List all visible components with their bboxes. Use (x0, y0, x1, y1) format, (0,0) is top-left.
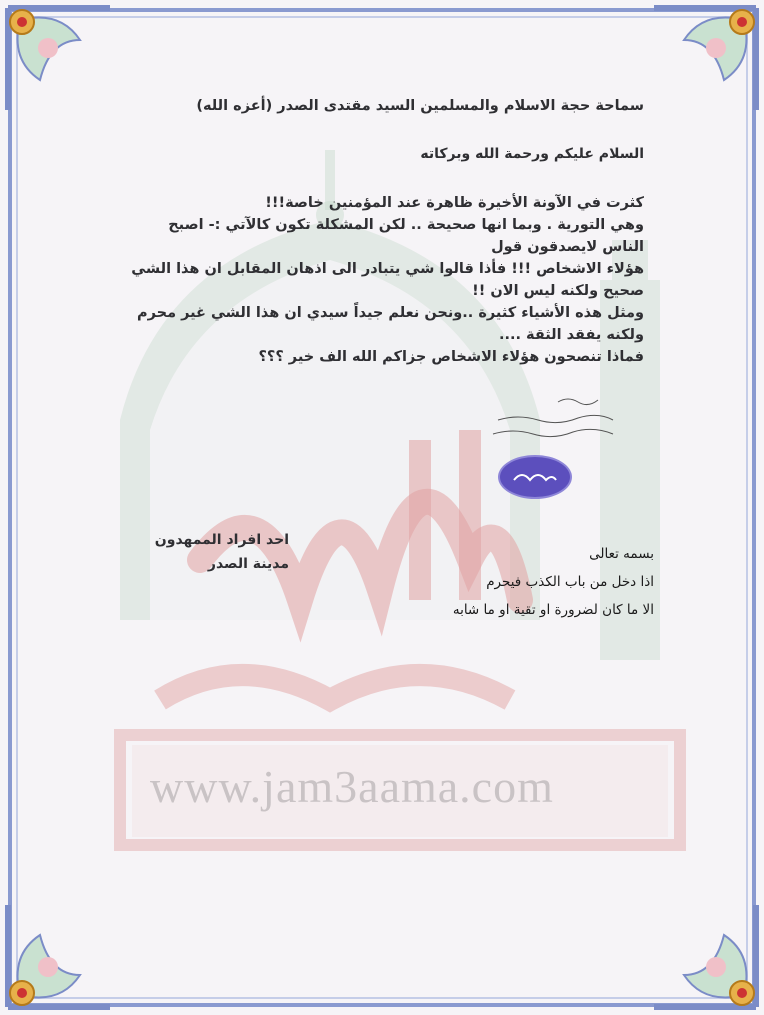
watermark-url: www.jam3aama.com (150, 761, 554, 812)
letter-salutation: سماحة حجة الاسلام والمسلمين السيد مقتدى الصدر (أعزه الله) (196, 98, 644, 114)
letter-body-line: ومثل هذه الأشياء كثيرة ..ونحن نعلم جيداً سيدي ان هذا الشي غير محرم (136, 305, 644, 321)
handwritten-note (488, 390, 618, 450)
letter-body-line: صحيح ولكنه ليس الان !! (472, 283, 644, 299)
letter-body-line: الناس لايصدقون قول (491, 239, 644, 255)
reply-header: بسمه تعالى (589, 546, 654, 562)
reply-line: اذا دخل من باب الكذب فيحرم (486, 574, 654, 590)
corner-ornament-icon (644, 895, 764, 1015)
page-inner-border (16, 16, 748, 999)
sender-city: مدينة الصدر (207, 556, 289, 572)
sender-block (155, 528, 289, 576)
corner-ornament-icon (0, 895, 120, 1015)
reply-block (354, 540, 654, 624)
seal-stamp (498, 455, 572, 499)
letter-body-line: هؤلاء الاشخاص !!! فأذا قالوا شي يتبادر الى اذهان المقابل ان هذا الشي (131, 261, 644, 277)
letter-greeting: السلام عليكم ورحمة الله وبركاته (420, 146, 644, 162)
letter-body-line: وهي التورية . وبما انها صحيحة .. لكن المشكلة تكون كالآتي :- اصبح (168, 217, 644, 233)
letter-body-line: ولكنه يفقد الثقة .... (498, 327, 644, 343)
reply-line: الا ما كان لضرورة او تقية او ما شابه (452, 602, 654, 618)
corner-ornament-icon (0, 0, 120, 120)
sender-name: احد افراد الممهدون (154, 532, 289, 548)
letter-body (124, 192, 644, 368)
letter-body-line: كثرت في الآونة الأخيرة ظاهرة عند المؤمنين خاصة!!! (265, 195, 644, 211)
corner-ornament-icon (644, 0, 764, 120)
letter-body-line: فماذا تنصحون هؤلاء الاشخاص جزاكم الله الف خير ؟؟؟ (258, 349, 644, 365)
